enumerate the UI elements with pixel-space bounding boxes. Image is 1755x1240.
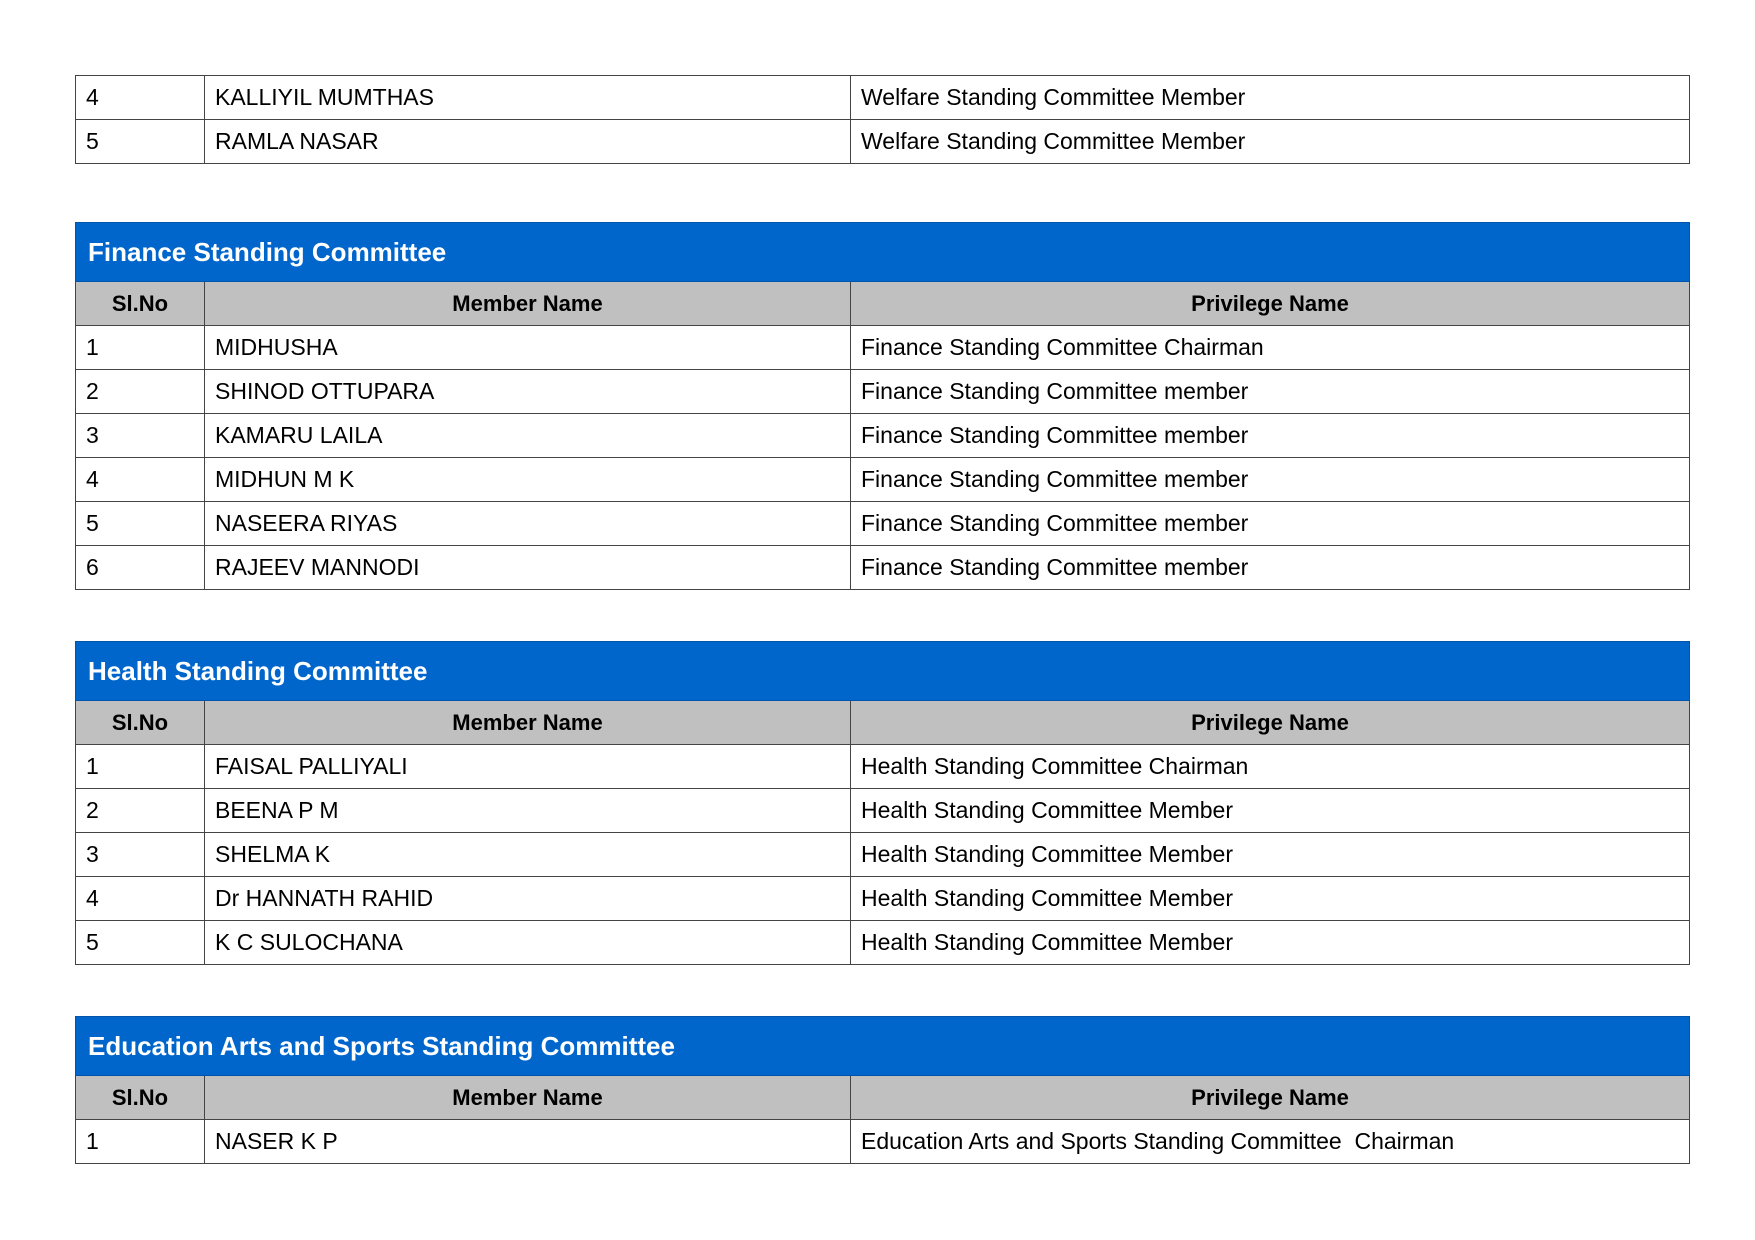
sl-no-cell: 1 — [76, 326, 205, 370]
finance-committee-table — [75, 222, 1690, 590]
sl-no-header: Sl.No — [76, 282, 205, 326]
committee-title: Education Arts and Sports Standing Committee — [76, 1017, 1690, 1076]
table-row — [76, 76, 1690, 120]
member-name-header: Member Name — [205, 701, 851, 745]
sl-no-cell: 4 — [76, 76, 205, 120]
privilege-name-header: Privilege Name — [851, 282, 1690, 326]
sl-no-cell: 5 — [76, 502, 205, 546]
privilege-name-cell: Finance Standing Committee member — [851, 414, 1690, 458]
sl-no-cell: 3 — [76, 833, 205, 877]
privilege-name-cell: Finance Standing Committee member — [851, 502, 1690, 546]
member-name-cell: BEENA P M — [205, 789, 851, 833]
sl-no-cell: 1 — [76, 745, 205, 789]
privilege-name-cell: Finance Standing Committee member — [851, 546, 1690, 590]
sl-no-cell: 4 — [76, 458, 205, 502]
table-header-row — [76, 282, 1690, 326]
member-name-header: Member Name — [205, 282, 851, 326]
welfare-committee-table — [75, 75, 1690, 164]
table-row — [76, 745, 1690, 789]
table-row — [76, 458, 1690, 502]
health-committee-table — [75, 641, 1690, 965]
table-header-row — [76, 701, 1690, 745]
table-row — [76, 120, 1690, 164]
table-row — [76, 921, 1690, 965]
sl-no-header: Sl.No — [76, 701, 205, 745]
sl-no-cell: 5 — [76, 921, 205, 965]
member-name-cell: FAISAL PALLIYALI — [205, 745, 851, 789]
privilege-name-cell: Education Arts and Sports Standing Committee Chairman — [851, 1120, 1690, 1164]
member-name-cell: MIDHUN M K — [205, 458, 851, 502]
member-name-cell: KALLIYIL MUMTHAS — [205, 76, 851, 120]
sl-no-cell: 6 — [76, 546, 205, 590]
committee-title: Finance Standing Committee — [76, 223, 1690, 282]
privilege-name-cell: Finance Standing Committee member — [851, 370, 1690, 414]
member-name-cell: KAMARU LAILA — [205, 414, 851, 458]
member-name-cell: SHELMA K — [205, 833, 851, 877]
table-row — [76, 1120, 1690, 1164]
privilege-name-header: Privilege Name — [851, 701, 1690, 745]
education-committee-table — [75, 1016, 1690, 1164]
privilege-name-cell: Welfare Standing Committee Member — [851, 120, 1690, 164]
committee-title: Health Standing Committee — [76, 642, 1690, 701]
sl-no-header: Sl.No — [76, 1076, 205, 1120]
member-name-cell: Dr HANNATH RAHID — [205, 877, 851, 921]
member-name-cell: RAMLA NASAR — [205, 120, 851, 164]
committee-title-row — [76, 223, 1690, 282]
privilege-name-cell: Health Standing Committee Member — [851, 921, 1690, 965]
table-row — [76, 414, 1690, 458]
sl-no-cell: 2 — [76, 370, 205, 414]
privilege-name-cell: Health Standing Committee Chairman — [851, 745, 1690, 789]
table-row — [76, 502, 1690, 546]
member-name-cell: RAJEEV MANNODI — [205, 546, 851, 590]
member-name-cell: MIDHUSHA — [205, 326, 851, 370]
privilege-name-cell: Finance Standing Committee member — [851, 458, 1690, 502]
privilege-name-header: Privilege Name — [851, 1076, 1690, 1120]
member-name-cell: NASEERA RIYAS — [205, 502, 851, 546]
privilege-name-cell: Welfare Standing Committee Member — [851, 76, 1690, 120]
privilege-name-cell: Health Standing Committee Member — [851, 833, 1690, 877]
table-header-row — [76, 1076, 1690, 1120]
committee-title-row — [76, 1017, 1690, 1076]
table-row — [76, 546, 1690, 590]
member-name-cell: K C SULOCHANA — [205, 921, 851, 965]
privilege-name-cell: Health Standing Committee Member — [851, 789, 1690, 833]
member-name-header: Member Name — [205, 1076, 851, 1120]
committee-title-row — [76, 642, 1690, 701]
sl-no-cell: 2 — [76, 789, 205, 833]
privilege-name-cell: Health Standing Committee Member — [851, 877, 1690, 921]
sl-no-cell: 4 — [76, 877, 205, 921]
table-row — [76, 877, 1690, 921]
table-row — [76, 370, 1690, 414]
sl-no-cell: 5 — [76, 120, 205, 164]
table-row — [76, 789, 1690, 833]
table-row — [76, 326, 1690, 370]
member-name-cell: NASER K P — [205, 1120, 851, 1164]
sl-no-cell: 3 — [76, 414, 205, 458]
privilege-name-cell: Finance Standing Committee Chairman — [851, 326, 1690, 370]
sl-no-cell: 1 — [76, 1120, 205, 1164]
member-name-cell: SHINOD OTTUPARA — [205, 370, 851, 414]
table-row — [76, 833, 1690, 877]
